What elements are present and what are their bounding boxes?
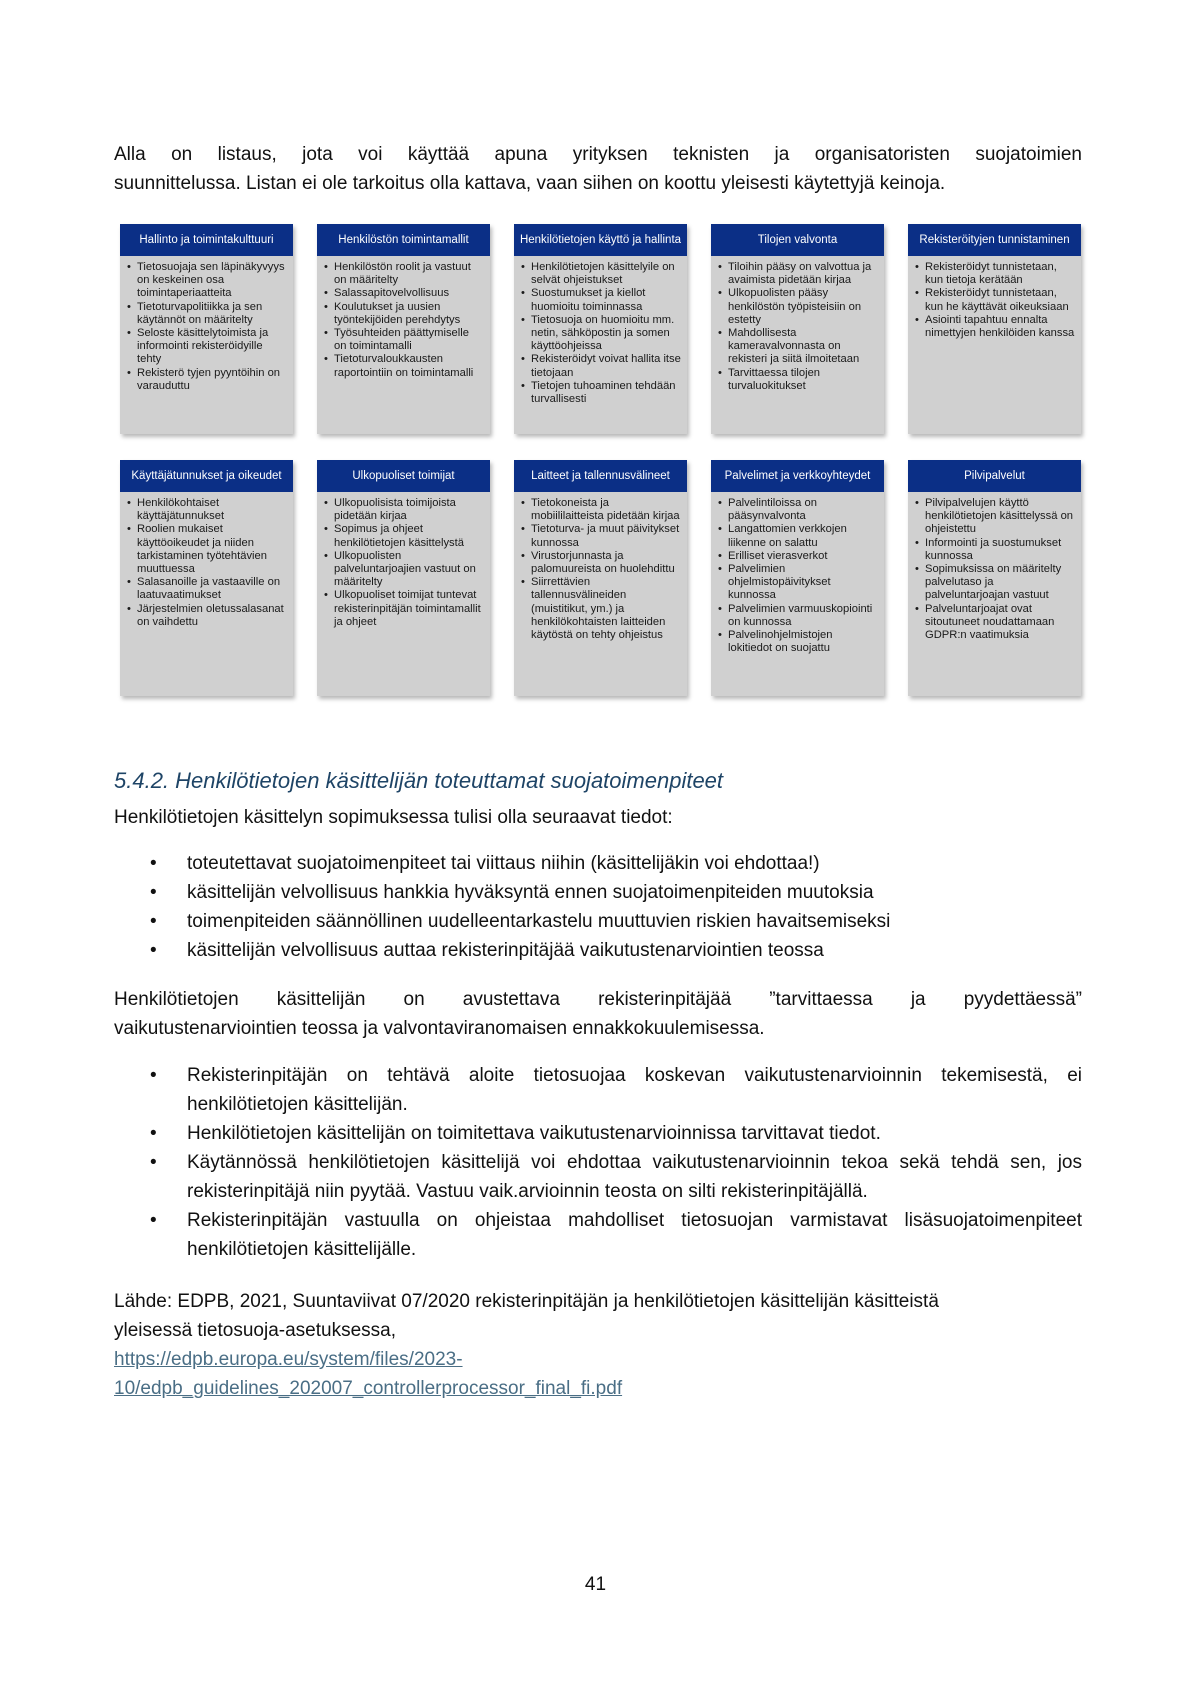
card-item: • Virustorjunnasta ja palomuureista on huolehdittu [520, 550, 681, 576]
list-item: • toteutettavat suojatoimenpiteet tai viittaus niihin (käsittelijäkin voi ehdottaa!) [114, 849, 1082, 878]
card-hallinto [120, 224, 293, 434]
card-item: • Ulkopuolisten pääsy henkilöstön työpisteisiin on estetty [717, 287, 878, 327]
card-rekisteroityjen-tunnistaminen [908, 224, 1081, 434]
card-title: Henkilöstön toimintamallit [317, 224, 490, 256]
card-item: • Palvelimien ohjelmistopäivitykset kunnossa [717, 563, 878, 603]
card-item: • Henkilöstön roolit ja vastuut on määritelty [323, 261, 484, 287]
card-tilojen-valvonta [711, 224, 884, 434]
card-item: • Pilvipalvelujen käyttö henkilötietojen käsittelyssä on ohjeistettu [914, 497, 1075, 537]
card-item: • Tietosuoja on huomioitu mm. netin, sähköpostin ja somen käyttöohjeissa [520, 314, 681, 354]
card-item: • Rekisteröidyt voivat hallita itse tietojaan [520, 353, 681, 379]
card-item: • Sopimus ja ohjeet henkilötietojen käsittelystä [323, 523, 484, 549]
list-item: • Rekisterinpitäjän vastuulla on ohjeistaa mahdolliset tietosuojan varmistavat lisäsuojatoimenpiteet henkilötietojen käsittelijälle. [114, 1206, 1082, 1264]
source-link-continued[interactable]: 10/edpb_guidelines_202007_controllerprocessor_final_fi.pdf [114, 1378, 623, 1399]
card-item: • Salasanoille ja vastaaville on laatuvaatimukset [126, 576, 287, 602]
card-item: • Sopimuksissa on määritelty palvelutaso ja palveluntarjoajan vastuut [914, 563, 1075, 603]
card-item: • Tietojen tuhoaminen tehdään turvallisesti [520, 380, 681, 406]
card-item: • Henkilökohtaiset käyttäjätunnukset [126, 497, 287, 523]
card-item: • Mahdollisesta kameravalvonnasta on rekisteri ja siitä ilmoitetaan [717, 327, 878, 367]
card-title: Laitteet ja tallennusvälineet [514, 460, 687, 492]
card-pilvipalvelut [908, 460, 1081, 696]
list-item: • Rekisterinpitäjän on tehtävä aloite tietosuojaa koskevan vaikutustenarvioinnin tekemisestä, ei henkilötietojen käsittelijän. [114, 1061, 1082, 1119]
source-link-block [114, 1345, 1082, 1374]
page-number: 41 [584, 1574, 607, 1595]
intro-line-2: suunnittelussa. Listan ei ole tarkoitus olla kattava, vaan siihen on koottu yleisesti käytettyjä keinoja. [114, 173, 946, 194]
section-lead: Henkilötietojen käsittelyn sopimuksessa tulisi olla seuraavat tiedot: [114, 807, 673, 828]
source-link[interactable]: https://edpb.europa.eu/system/files/2023- [114, 1349, 463, 1370]
card-ulkopuoliset-toimijat [317, 460, 490, 696]
card-item: • Rekisteröidyt tunnistetaan, kun he käyttävät oikeuksiaan [914, 287, 1075, 313]
impact-assessment-list [114, 1061, 1082, 1264]
card-title: Rekisteröityjen tunnistaminen [908, 224, 1081, 256]
card-palvelimet [711, 460, 884, 696]
card-item: • Tietokoneista ja mobiililaitteista pidetään kirjaa [520, 497, 681, 523]
card-item: • Järjestelmien oletussalasanat on vaihdettu [126, 603, 287, 629]
contract-requirements-list [114, 849, 1082, 965]
card-item: • Palveluntarjoajat ovat sitoutuneet noudattamaan GDPR:n vaatimuksia [914, 603, 1075, 643]
card-item: • Tietoturvaloukkausten raportointiin on toimintamalli [323, 353, 484, 379]
source-link-block-2 [114, 1374, 1082, 1403]
card-item: • Tietosuojaja sen läpinäkyvyys on keskeinen osa toimintaperiaatteita [126, 261, 287, 301]
card-item: • Henkilötietojen käsittelyile on selvät ohjeistukset [520, 261, 681, 287]
list-item: • käsittelijän velvollisuus hankkia hyväksyntä ennen suojatoimenpiteiden muutoksia [114, 878, 1082, 907]
security-measures-figure [120, 224, 1082, 700]
list-item: • toimenpiteiden säännöllinen uudelleentarkastelu muuttuvien riskien havaitsemiseksi [114, 907, 1082, 936]
card-item: • Tiloihin pääsy on valvottua ja avaimista pidetään kirjaa [717, 261, 878, 287]
card-kayttajatunnukset [120, 460, 293, 696]
card-item: • Rekisterö tyjen pyyntöihin on varauduttu [126, 367, 287, 393]
source-line-2: yleisessä tietosuoja-asetuksessa, [114, 1320, 396, 1341]
card-henkilotietojen-kaytto [514, 224, 687, 434]
card-item: • Asiointi tapahtuu ennalta nimettyjen henkilöiden kanssa [914, 314, 1075, 340]
card-item: • Palvelinohjelmistojen lokitiedot on suojattu [717, 629, 878, 655]
card-item: • Koulutukset ja uusien työntekijöiden perehdytys [323, 301, 484, 327]
card-item: • Siirrettävien tallennusvälineiden (muistitikut, ym.) ja henkilökohtaisten laitteiden käytöstä on tehty ohjeistus [520, 576, 681, 642]
intro-line-1: Alla on listaus, jota voi käyttää apuna yrityksen teknisten ja organisatoristen suojatoimien [114, 144, 1082, 165]
card-item: • Erilliset vierasverkot [717, 550, 878, 563]
card-title: Pilvipalvelut [908, 460, 1081, 492]
card-title: Tilojen valvonta [711, 224, 884, 256]
card-item: • Ulkopuolisten palveluntarjoajien vastuut on määritelty [323, 550, 484, 590]
card-item: • Informointi ja suostumukset kunnossa [914, 537, 1075, 563]
card-item: • Ulkopuoliset toimijat tuntevat rekisterinpitäjän toimintamallit ja ohjeet [323, 589, 484, 629]
card-title: Hallinto ja toimintakulttuuri [120, 224, 293, 256]
card-title: Ulkopuoliset toimijat [317, 460, 490, 492]
card-item: • Roolien mukaiset käyttöoikeudet ja niiden tarkistaminen työtehtävien muuttuessa [126, 523, 287, 576]
list-item: • käsittelijän velvollisuus auttaa rekisterinpitäjää vaikutustenarviointien teossa [114, 936, 1082, 965]
paragraph-2-line-1: Henkilötietojen käsittelijän on avustettava rekisterinpitäjää ”tarvittaessa ja pyydettäessä” [114, 989, 1082, 1010]
card-item: • Palvelimien varmuuskopiointi on kunnossa [717, 603, 878, 629]
card-item: • Suostumukset ja kiellot huomioitu toiminnassa [520, 287, 681, 313]
card-item: • Seloste käsittelytoimista ja informointi rekisteröidyille tehty [126, 327, 287, 367]
source-line-1: Lähde: EDPB, 2021, Suuntaviivat 07/2020 rekisterinpitäjän ja henkilötietojen käsittelijän käsitteistä [114, 1291, 939, 1312]
card-item: • Salassapitovelvollisuus [323, 287, 484, 300]
card-item: • Rekisteröidyt tunnistetaan, kun tietoja kerätään [914, 261, 1075, 287]
card-item: • Tietoturva- ja muut päivitykset kunnossa [520, 523, 681, 549]
list-item: • Henkilötietojen käsittelijän on toimitettava vaikutustenarvioinnissa tarvittavat tiedot. [114, 1119, 1082, 1148]
card-item: • Työsuhteiden päättymiselle on toimintamalli [323, 327, 484, 353]
card-title: Palvelimet ja verkkoyhteydet [711, 460, 884, 492]
card-title: Henkilötietojen käyttö ja hallinta [514, 224, 687, 256]
card-item: • Palvelintiloissa on pääsynvalvonta [717, 497, 878, 523]
card-title: Käyttäjätunnukset ja oikeudet [120, 460, 293, 492]
card-laitteet [514, 460, 687, 696]
card-henkilosto [317, 224, 490, 434]
card-item: • Tarvittaessa tilojen turvaluokitukset [717, 367, 878, 393]
card-item: • Ulkopuolisista toimijoista pidetään kirjaa [323, 497, 484, 523]
section-heading: 5.4.2. Henkilötietojen käsittelijän toteuttamat suojatoimenpiteet [114, 768, 724, 793]
paragraph-2-line-2: vaikutustenarviointien teossa ja valvontaviranomaisen ennakkokuulemisessa. [114, 1018, 765, 1039]
card-item: • Tietoturvapolitiikka ja sen käytännöt on määritelty [126, 301, 287, 327]
card-item: • Langattomien verkkojen liikenne on salattu [717, 523, 878, 549]
list-item: • Käytännössä henkilötietojen käsittelijä voi ehdottaa vaikutustenarvioinnin tekoa sekä tehdä sen, jos rekisterinpitäjä niin pyytää. Vastuu vaik.arvioinnin teosta on silti rekisterinpitäjällä. [114, 1148, 1082, 1206]
